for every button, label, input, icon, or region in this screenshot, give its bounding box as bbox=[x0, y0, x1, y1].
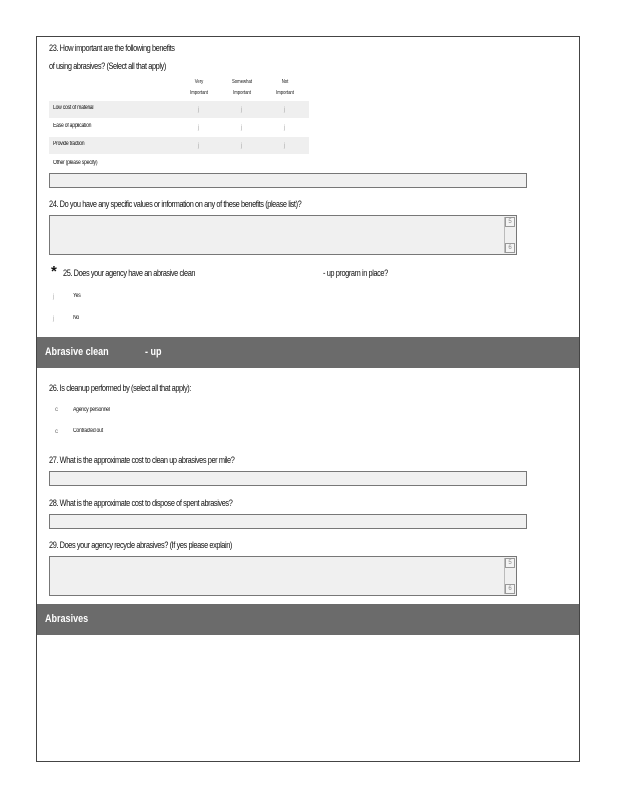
col-somewhat-important bbox=[225, 77, 259, 99]
scroll-up-button[interactable]: 5 bbox=[505, 558, 515, 568]
section-header-abrasives bbox=[37, 604, 579, 635]
radio-yes[interactable]: j bbox=[53, 294, 55, 300]
option-agency-personnel: Agency personnel bbox=[73, 407, 110, 413]
q29-scrollbar[interactable] bbox=[504, 558, 515, 594]
col-very-important bbox=[182, 77, 216, 99]
checkbox-contracted-out[interactable]: c bbox=[55, 429, 58, 435]
q23-title-line1: 23. How important are the following benefits bbox=[49, 43, 175, 53]
other-label: Other (please specify) bbox=[53, 160, 98, 166]
radio-not-important[interactable]: j bbox=[284, 143, 286, 149]
survey-page bbox=[36, 36, 580, 762]
section-title: Abrasives bbox=[45, 613, 89, 625]
q24-textarea[interactable] bbox=[49, 215, 517, 255]
q25-title-part1: 25. Does your agency have an abrasive clean bbox=[63, 268, 196, 278]
benefit-row-traction bbox=[49, 137, 309, 154]
radio-no[interactable]: j bbox=[53, 316, 55, 322]
q23-title-line2: of using abrasives? (Select all that apply) bbox=[49, 61, 166, 71]
benefit-row-ease bbox=[49, 119, 309, 136]
section-title-part1: Abrasive clean bbox=[45, 346, 109, 358]
q25-title-part2: - up program in place? bbox=[323, 268, 388, 278]
q28-title: 28. What is the approximate cost to dispose of spent abrasives? bbox=[49, 498, 233, 508]
scroll-up-button[interactable]: 5 bbox=[505, 217, 515, 227]
col-label-line2: Important bbox=[276, 90, 294, 96]
radio-very-important[interactable]: j bbox=[198, 107, 200, 113]
col-not-important bbox=[268, 77, 302, 99]
col-label-line1: Not bbox=[281, 79, 289, 85]
q26-title: 26. Is cleanup performed by (select all that apply): bbox=[49, 383, 191, 393]
radio-very-important[interactable]: j bbox=[198, 143, 200, 149]
scroll-down-button[interactable]: 6 bbox=[505, 243, 515, 253]
option-yes-label: Yes bbox=[73, 293, 81, 299]
checkbox-agency-personnel[interactable]: c bbox=[55, 407, 58, 413]
section-title-part2: - up bbox=[145, 346, 162, 358]
radio-not-important[interactable]: j bbox=[284, 107, 286, 113]
q29-title: 29. Does your agency recycle abrasives? (If yes please explain) bbox=[49, 540, 232, 550]
radio-very-important[interactable]: j bbox=[198, 125, 200, 131]
other-specify-input[interactable] bbox=[49, 173, 527, 188]
radio-not-important[interactable]: j bbox=[284, 125, 286, 131]
col-label-line2: Important bbox=[190, 90, 208, 96]
option-contracted-out: Contracted out bbox=[73, 428, 103, 434]
radio-somewhat-important[interactable]: j bbox=[241, 125, 243, 131]
q27-input[interactable] bbox=[49, 471, 527, 486]
q29-textarea[interactable] bbox=[49, 556, 517, 596]
benefit-label: Low cost of material bbox=[53, 105, 94, 111]
q27-title: 27. What is the approximate cost to clean up abrasives per mile? bbox=[49, 455, 235, 465]
section-header-cleanup bbox=[37, 337, 579, 368]
radio-somewhat-important[interactable]: j bbox=[241, 143, 243, 149]
col-label-line1: Somewhat bbox=[231, 79, 253, 85]
option-no-label: No bbox=[73, 315, 80, 321]
q24-title: 24. Do you have any specific values or information on any of these benefits (please list)? bbox=[49, 199, 302, 209]
scroll-down-button[interactable]: 6 bbox=[505, 584, 515, 594]
benefit-label: Provide traction bbox=[53, 141, 85, 147]
radio-somewhat-important[interactable]: j bbox=[241, 107, 243, 113]
col-label-line1: Very bbox=[194, 79, 204, 85]
q28-input[interactable] bbox=[49, 514, 527, 529]
required-asterisk-icon: * bbox=[51, 263, 57, 280]
benefit-label: Ease of application bbox=[53, 123, 92, 129]
benefit-row-low-cost bbox=[49, 101, 309, 118]
q24-scrollbar[interactable] bbox=[504, 217, 515, 253]
col-label-line2: Important bbox=[233, 90, 251, 96]
